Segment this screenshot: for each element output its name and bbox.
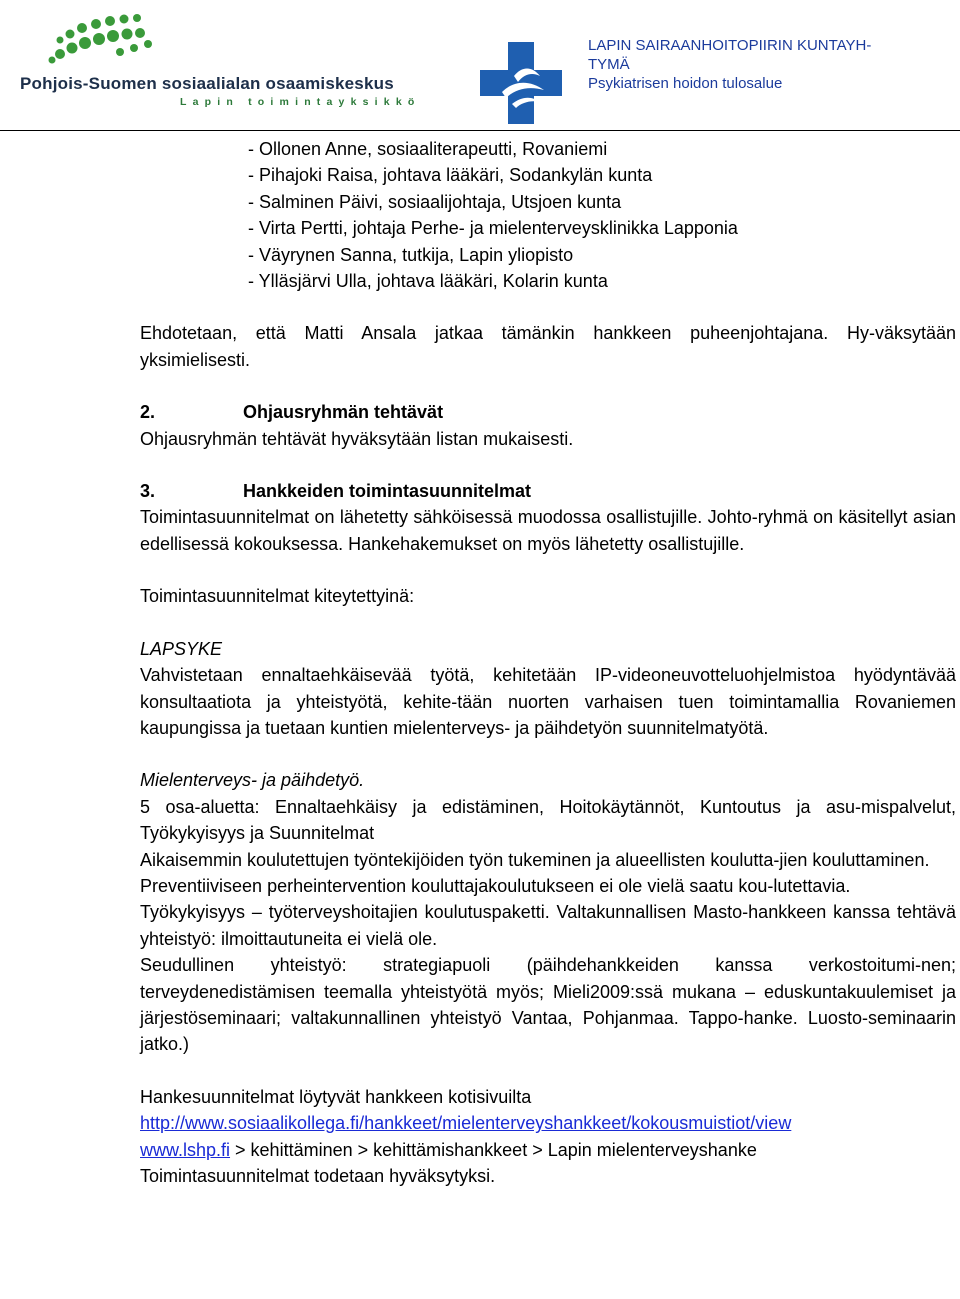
- mielenterveys-paragraph: Työkykyisyys – työterveyshoitajien koulutuspaketti. Valtakunnallisen Masto-hankkeen kanssa tehtävä yhteistyö: ilmoittautuneita ei vielä ole.: [140, 902, 956, 949]
- sosiaalikollega-link[interactable]: http://www.sosiaalikollega.fi/hankkeet/mielenterveyshankkeet/kokousmuistiot/view: [140, 1113, 792, 1134]
- lshp-path-text: > kehittäminen > kehittämishankkeet > Lapin mielenterveyshanke: [230, 1139, 757, 1160]
- header-divider: [0, 130, 960, 131]
- lshp-path: [140, 1137, 956, 1163]
- list-item: - Ollonen Anne, sosiaaliterapeutti, Rovaniemi: [248, 139, 608, 159]
- district-name-line1: LAPIN SAIRAANHOITOPIIRIN KUNTAYH-: [588, 37, 872, 54]
- pohjois-suomen-logo: [10, 8, 430, 108]
- lapsyke-title: LAPSYKE: [140, 638, 223, 659]
- unit-name: Psykiatrisen hoidon tulosalue: [588, 75, 783, 92]
- section-2-heading: [140, 399, 956, 425]
- list-item: - Ylläsjärvi Ulla, johtava lääkäri, Kolarin kunta: [248, 271, 608, 292]
- section-number: 2.: [140, 402, 156, 423]
- section-3-heading: [140, 478, 956, 504]
- list-item: - Salminen Päivi, sosiaalijohtaja, Utsjoen kunta: [248, 191, 622, 212]
- lshp-link[interactable]: www.lshp.fi: [140, 1139, 231, 1160]
- cross-logo-icon: [474, 36, 568, 128]
- links-intro: Hankesuunnitelmat löytyvät hankkeen kotisivuilta: [140, 1086, 532, 1107]
- closing-text: Toimintasuunnitelmat todetaan hyväksytyksi.: [140, 1166, 496, 1186]
- mielenterveys-title: Mielenterveys- ja päihdetyö.: [140, 770, 365, 791]
- lapsyke-text: Vahvistetaan ennaltaehkäisevää työtä, kehitetään IP-videoneuvotteluohjelmistoa hyödyntävää konsultaatiota ja yhteistyötä, kehite-tään nuorten varhaisen tuen toimintamallia Rovaniemen kaupungissa ja tuetaan kuntien mielenterveys- ja päihdetyön suunnitelmatyötä.: [140, 665, 956, 738]
- section-title: Hankkeiden toimintasuunnitelmat: [243, 481, 532, 502]
- mielenterveys-paragraph: 5 osa-aluetta: Ennaltaehkäisy ja edistäminen, Hoitokäytännöt, Kuntoutus ja asu-mispalvelut, Työkykyisyys ja Suunnitelmat: [140, 796, 956, 844]
- org-subtitle: Lapin toimintayksikkö: [180, 96, 421, 108]
- section-2-text: Ohjausryhmän tehtävät hyväksytään listan mukaisesti.: [140, 428, 574, 449]
- org-name: Pohjois-Suomen sosiaalialan osaamiskeskus: [20, 74, 394, 93]
- mielenterveys-paragraph: Aikaisemmin koulutettujen työntekijöiden työn tukeminen ja alueellisten koulutta-jien kouluttaminen.: [140, 849, 930, 870]
- mielenterveys-paragraph: Seudullinen yhteistyö: strategiapuoli (päihdehankkeiden kanssa verkostoitumi-nen; terveydenedistämisen teemalla yhteistyötä myös; Mieli2009:ssä mukana – eduskuntakuulemiset ja järjestöseminaari; valtakunnallinen yhteistyö Vantaa, Pohjanmaa. Tappo-hanke. Luosto-seminaarin jatko.): [140, 955, 956, 1055]
- proposal-paragraph: Ehdotetaan, että Matti Ansala jatkaa tämänkin hankkeen puheenjohtajana. Hy-väksytään yksimielisesti.: [140, 323, 956, 370]
- green-dots-logo-icon: [40, 10, 160, 70]
- member-list: [248, 136, 956, 294]
- page-header: [0, 0, 960, 130]
- section-title: Ohjausryhmän tehtävät: [243, 402, 444, 423]
- district-name-line2: TYMÄ: [588, 56, 630, 73]
- mielenterveys-paragraph: Preventiiviseen perheintervention kouluttajakoulutukseen ei ole vielä saatu kou-lutettavia.: [140, 875, 851, 896]
- list-item: - Väyrynen Sanna, tutkija, Lapin yliopisto: [248, 244, 574, 265]
- list-item: - Pihajoki Raisa, johtava lääkäri, Sodankylän kunta: [248, 165, 653, 186]
- section-number: 3.: [140, 481, 156, 502]
- hospital-district-header: [588, 36, 928, 93]
- document-body: [140, 136, 956, 1189]
- section-3-text: Toimintasuunnitelmat on lähetetty sähköisessä muodossa osallistujille. Johto-ryhmä on käsitellyt asian edellisessä kokouksessa. Hankehakemukset on myös lähetetty osallistujille.: [140, 507, 956, 554]
- list-item: - Virta Pertti, johtaja Perhe- ja mielenterveysklinikka Lapponia: [248, 218, 738, 239]
- summary-label: Toimintasuunnitelmat kiteytettyinä:: [140, 586, 415, 607]
